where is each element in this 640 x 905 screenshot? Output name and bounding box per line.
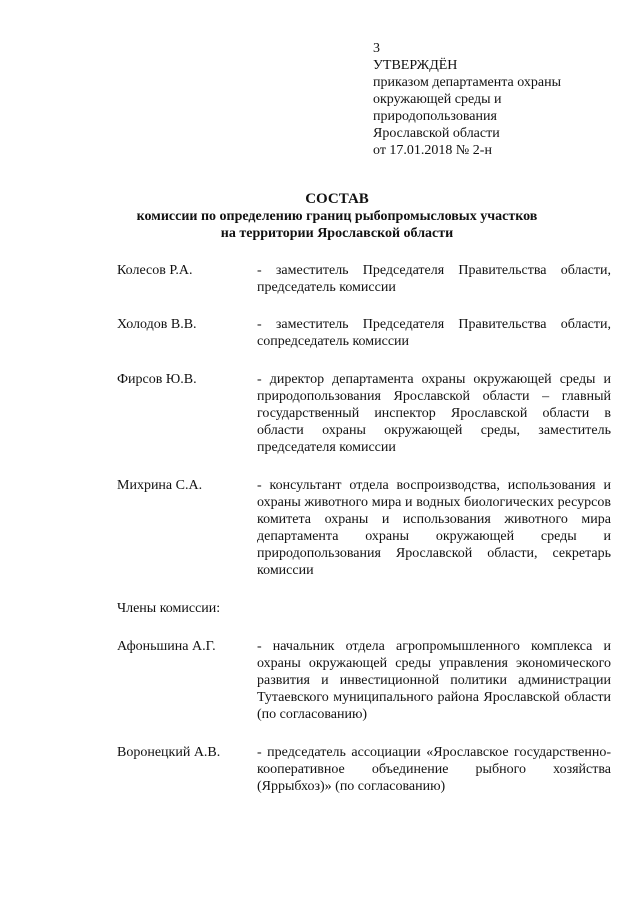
approval-line: от 17.01.2018 № 2-н [373,143,492,158]
member-entry [117,477,611,579]
member-entry [117,316,611,350]
approval-line: Ярославской области [373,126,500,141]
document-title [100,191,574,242]
page-number: 3 [373,41,380,56]
title-main: СОСТАВ [305,191,369,207]
members-label: Члены комиссии: [117,601,221,616]
approval-line: УТВЕРЖДЁН [373,58,458,73]
member-entry [117,262,611,296]
approval-line: природопользования [373,109,497,124]
member-name: Афоньшина А.Г. [117,639,216,654]
title-line-2: на территории Ярославской области [220,226,454,241]
member-role: - консультант отдела воспроизводства, использования и охраны животного мира и водных биологических ресурсов комитета охраны и использования животного мира департамента охраны окружающей среды и природопользования Ярославской области, секретарь комиссии [257,478,611,578]
member-entry [117,744,611,795]
member-name: Михрина С.А. [117,478,203,493]
approval-stamp [373,40,618,159]
member-role: - заместитель Председателя Правительства области, председатель комиссии [257,263,611,295]
member-role: - заместитель Председателя Правительства области, сопредседатель комиссии [257,317,611,349]
approval-line: приказом департамента охраны [373,75,562,90]
member-name: Воронецкий А.В. [117,745,221,760]
approval-line: окружающей среды и [373,92,502,107]
member-name: Фирсов Ю.В. [117,372,197,387]
member-name: Колесов Р.А. [117,263,193,278]
commission-list [117,262,611,795]
member-role: - директор департамента охраны окружающей среды и природопользования Ярославской области – главный государственный инспектор Ярославской области в области охраны окружающей среды, заместитель председателя комиссии [257,372,611,455]
member-entry [117,638,611,723]
member-entry [117,371,611,456]
member-name: Холодов В.В. [117,317,197,332]
title-line-1: комиссии по определению границ рыбопромысловых участков [136,209,538,224]
member-role: - председатель ассоциации «Ярославское государственно-кооперативное объединение рыбного хозяйства (Яррыбхоз)» (по согласованию) [257,745,611,794]
member-role: - начальник отдела агропромышленного комплекса и охраны окружающей среды управления экономического развития и инвестиционной политики администрации Тутаевского муниципального района Ярославской области (по согласованию) [257,639,611,722]
